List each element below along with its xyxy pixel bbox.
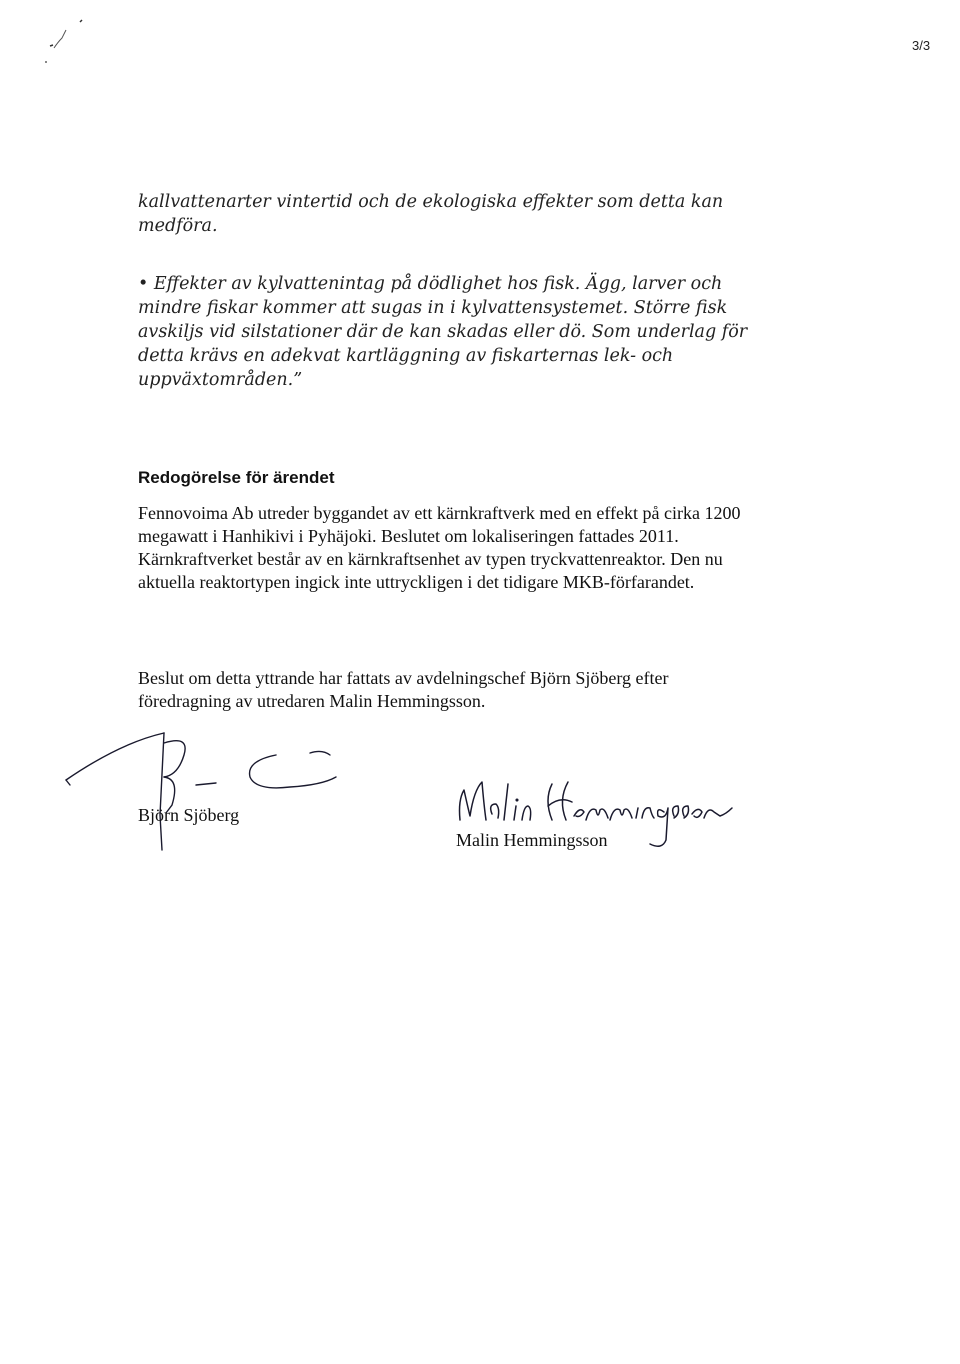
quote-paragraph-1: kallvattenarter vintertid och de ekologiska effekter som detta kan medföra. — [138, 192, 724, 236]
quote-paragraph-2 — [138, 272, 758, 392]
scan-marks — [40, 18, 100, 78]
section-heading: Redogörelse för ärendet — [138, 468, 335, 487]
handwritten-signature-left — [60, 725, 360, 875]
quote-bullet-text: Effekter av kylvattenintag på dödlighet hos fisk. Ägg, larver och mindre fiskar kommer att sugas in i kylvattensystemet. Större fisk avskiljs vid silstationer där de kan skadas eller dö. Som underlag för detta krävs en adekvat kartläggning av fiskarternas lek- och uppväxtområden.” — [138, 274, 748, 390]
signatory-name-right: Malin Hemmingsson — [456, 830, 608, 850]
handwritten-signature-right — [440, 760, 740, 880]
signature-block-right — [440, 760, 740, 880]
decision-paragraph: Beslut om detta yttrande har fattats av avdelningschef Björn Sjöberg efter föredragning av utredaren Malin Hemmingsson. — [138, 668, 669, 711]
signature-block-left — [60, 725, 360, 875]
signatory-name-left: Björn Sjöberg — [138, 805, 240, 825]
document-body — [138, 190, 758, 713]
bullet-marker: • — [138, 274, 149, 294]
section-body: Fennovoima Ab utreder byggandet av ett kärnkraftverk med en effekt på cirka 1200 megawatt i Hanhikivi i Pyhäjoki. Beslutet om lokaliseringen fattades 2011. Kärnkraftverket består av en kärnkraftsenhet av typen tryckvattenreaktor. Den nu aktuella reaktortypen ingick inte uttryckligen i det tidigare MKB-förfarandet. — [138, 503, 741, 592]
page-number: 3/3 — [912, 38, 931, 53]
